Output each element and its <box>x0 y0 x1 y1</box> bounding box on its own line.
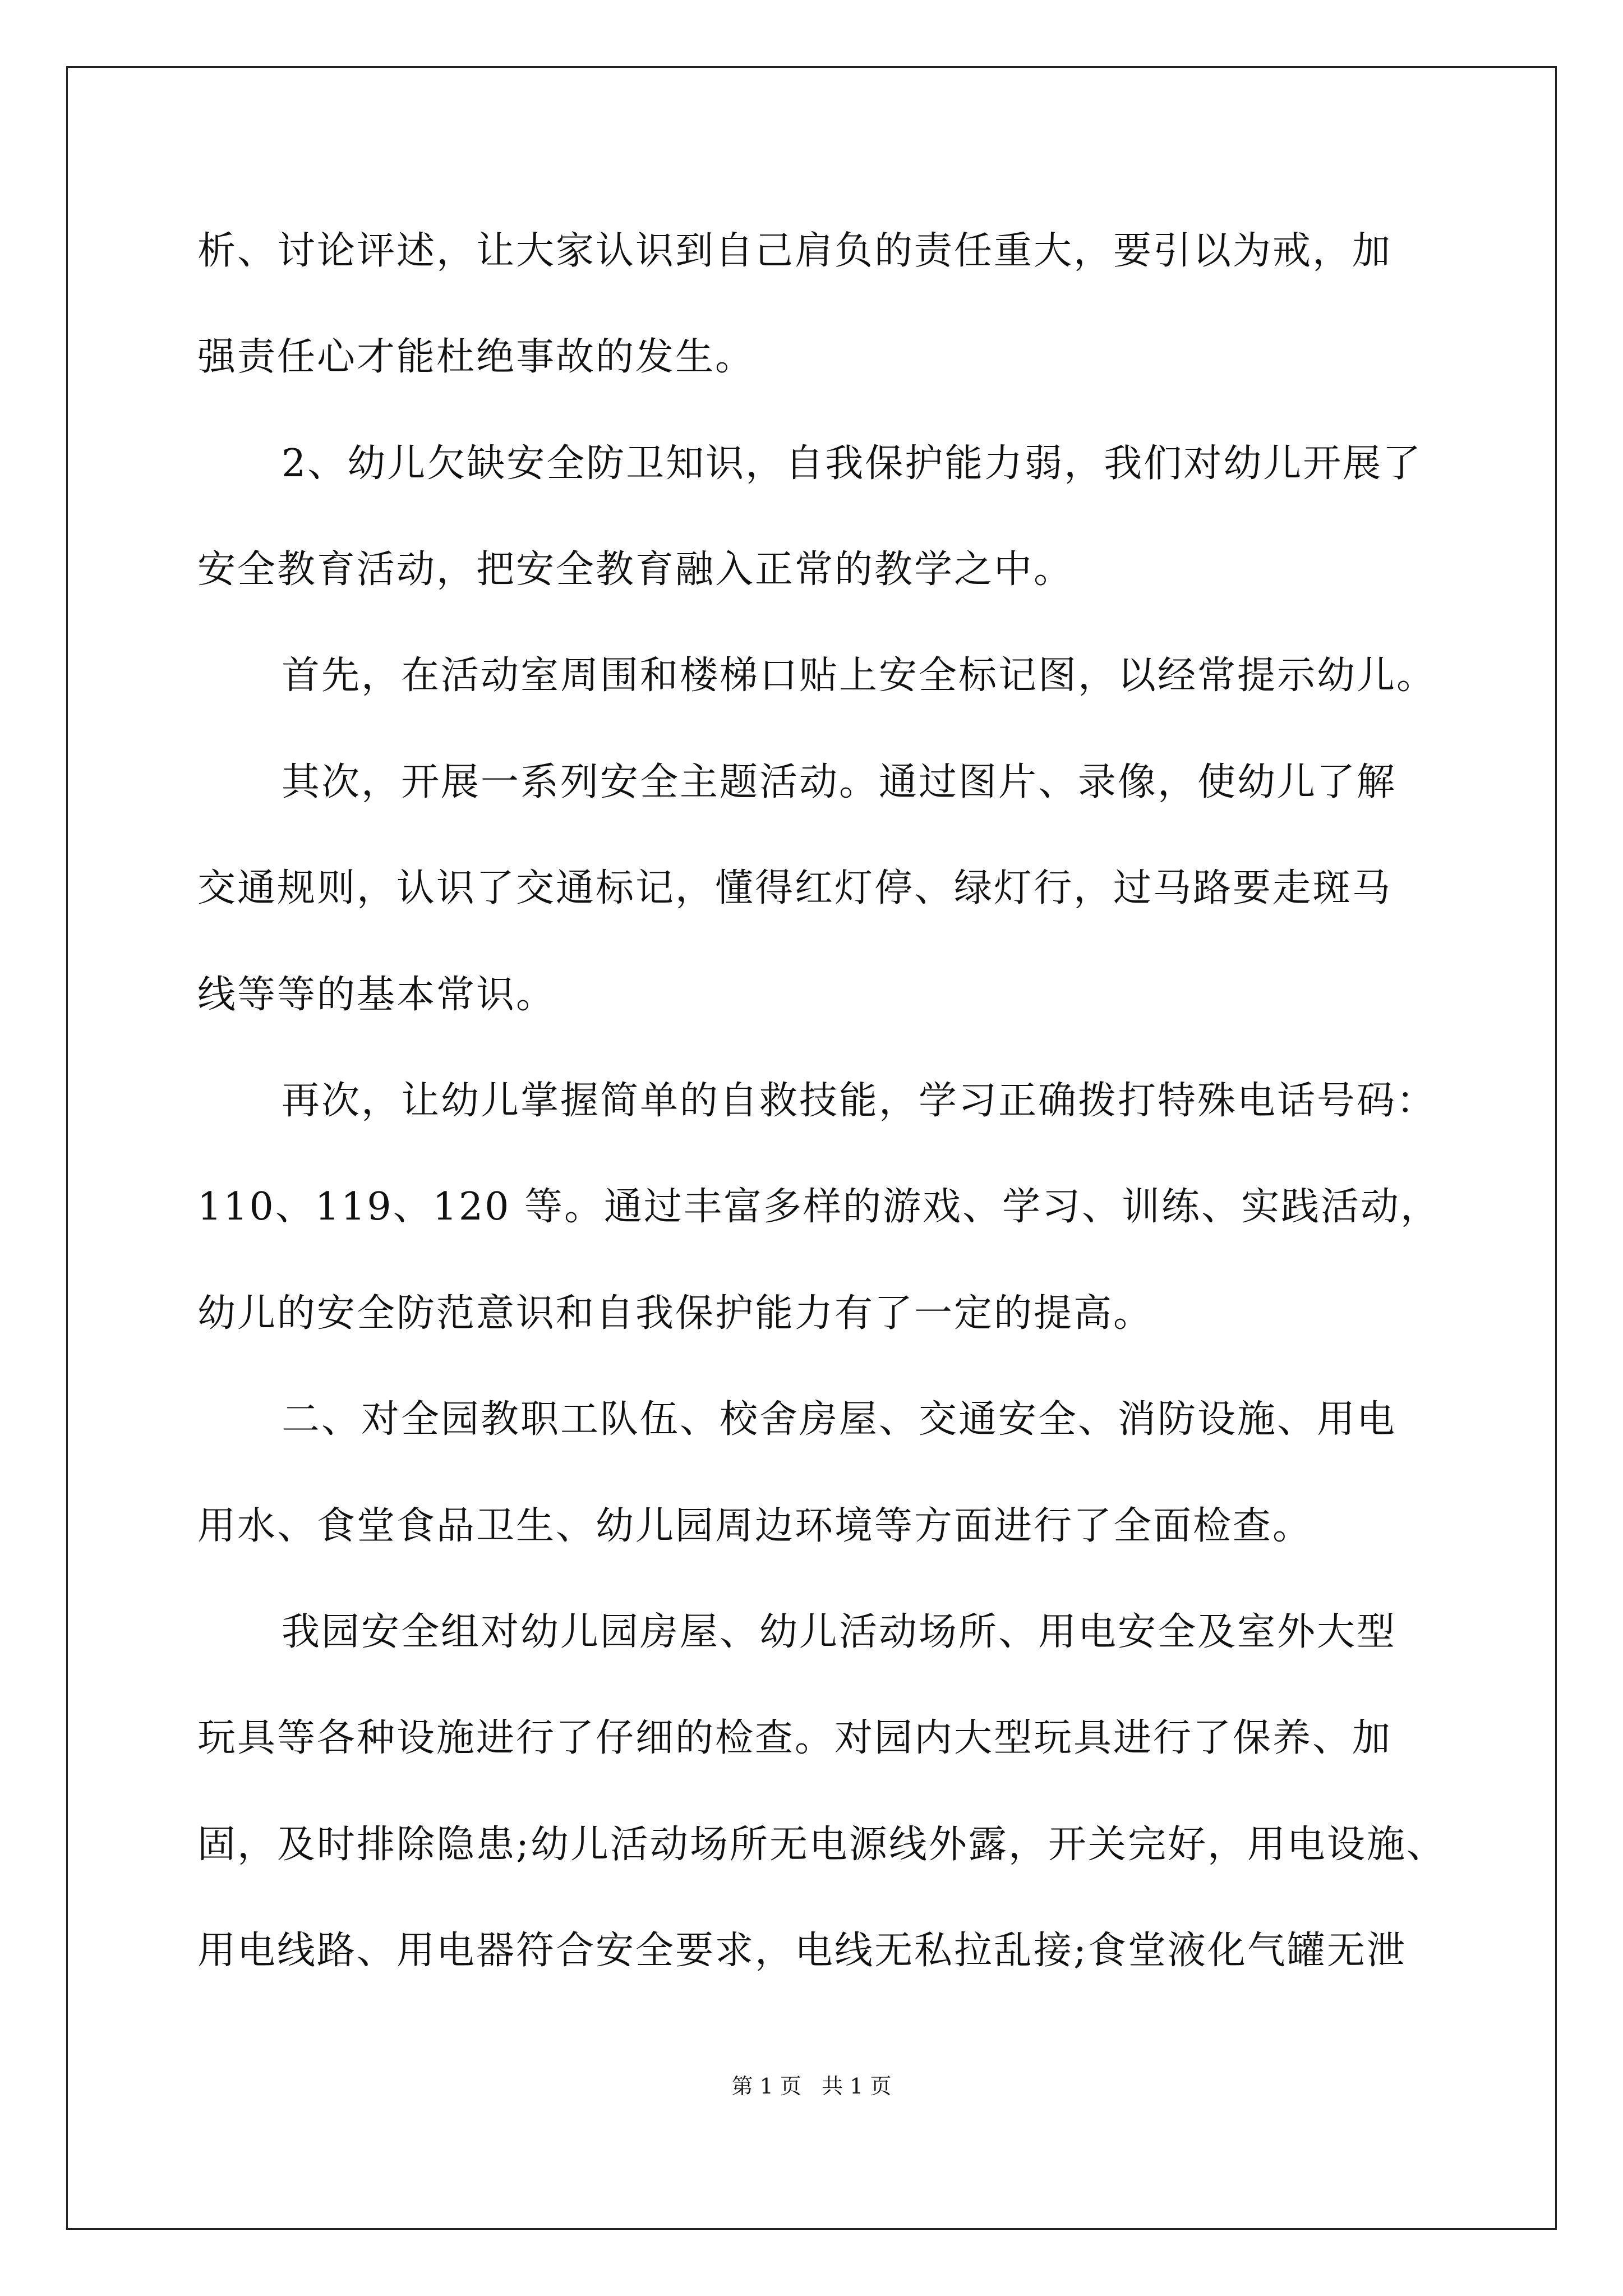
paragraph-line: 幼儿的安全防范意识和自我保护能力有了一定的提高。 <box>197 1291 1154 1336</box>
paragraph-line: 交通规则，认识了交通标记，懂得红灯停、绿灯行，过马路要走斑马 <box>197 866 1393 910</box>
paragraph-line: 安全教育活动，把安全教育融入正常的教学之中。 <box>197 547 1074 592</box>
paragraph-line: 2、幼儿欠缺安全防卫知识，自我保护能力弱，我们对幼儿开展了 <box>282 441 1423 486</box>
paragraph-line: 二、对全园教职工队伍、校舍房屋、交通安全、消防设施、用电 <box>282 1397 1397 1442</box>
paragraph-line: 固，及时排除隐患;幼儿活动场所无电源线外露，开关完好，用电设施、 <box>197 1823 1446 1867</box>
paragraph-line: 析、讨论评述，让大家认识到自己肩负的责任重大，要引以为戒，加 <box>197 229 1393 273</box>
page-border <box>66 66 1557 2230</box>
page-number-footer: 第 1 页 共 1 页 <box>731 2074 892 2099</box>
paragraph-line: 强责任心才能杜绝事故的发生。 <box>197 335 755 379</box>
paragraph-line: 110、119、120 等。通过丰富多样的游戏、学习、训练、实践活动， <box>197 1185 1440 1229</box>
paragraph-line: 线等等的基本常识。 <box>197 973 556 1017</box>
paragraph-line: 玩具等各种设施进行了仔细的检查。对园内大型玩具进行了保养、加 <box>197 1716 1393 1760</box>
paragraph-line: 用水、食堂食品卫生、幼儿园周边环境等方面进行了全面检查。 <box>197 1504 1313 1548</box>
paragraph-line: 用电线路、用电器符合安全要求，电线无私拉乱接;食堂液化气罐无泄 <box>197 1929 1407 1973</box>
paragraph-line: 再次，让幼儿掌握简单的自救技能，学习正确拨打特殊电话号码： <box>282 1079 1437 1123</box>
paragraph-line: 其次，开展一系列安全主题活动。通过图片、录像，使幼儿了解 <box>282 760 1397 804</box>
paragraph-line: 我园安全组对幼儿园房屋、幼儿活动场所、用电安全及室外大型 <box>282 1610 1397 1654</box>
paragraph-line: 首先，在活动室周围和楼梯口贴上安全标记图，以经常提示幼儿。 <box>282 654 1437 698</box>
